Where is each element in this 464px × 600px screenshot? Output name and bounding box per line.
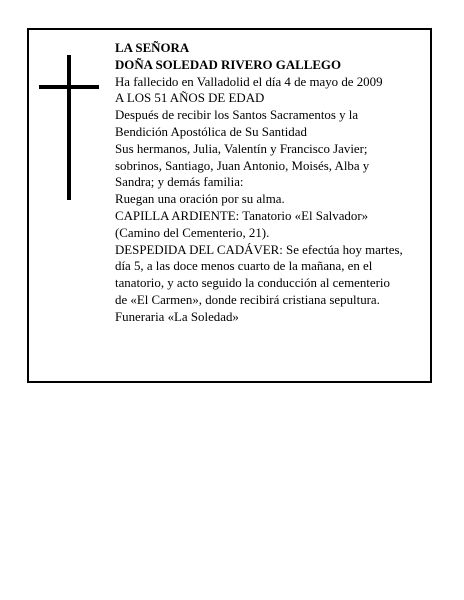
notice-line-family-2: sobrinos, Santiago, Juan Antonio, Moisés, Alba y <box>115 158 370 173</box>
cross-horizontal-bar <box>39 85 99 89</box>
notice-line-family-3: Sandra; y demás familia: <box>115 175 244 190</box>
notice-line-death-date: Ha fallecido en Valladolid el día 4 de mayo de 2009 <box>115 74 383 89</box>
obituary-notice <box>27 28 432 383</box>
cross-vertical-bar <box>67 55 71 200</box>
notice-line-sacraments-2: Bendición Apostólica de Su Santidad <box>115 124 307 139</box>
notice-line-family-1: Sus hermanos, Julia, Valentín y Francisco Javier; <box>115 141 368 156</box>
notice-line-age: A LOS 51 AÑOS DE EDAD <box>115 91 265 106</box>
cross-icon <box>39 55 99 200</box>
notice-line-farewell-4: de «El Carmen», donde recibirá cristiana sepultura. <box>115 292 380 307</box>
notice-line-prayer: Ruegan una oración por su alma. <box>115 192 285 207</box>
notice-line-farewell-2: día 5, a las doce menos cuarto de la mañana, en el <box>115 259 373 274</box>
notice-line-sacraments-1: Después de recibir los Santos Sacramentos y la <box>115 108 359 123</box>
notice-line-name: DOÑA SOLEDAD RIVERO GALLEGO <box>115 57 341 72</box>
notice-text <box>115 40 427 326</box>
notice-line-title: LA SEÑORA <box>115 41 190 55</box>
notice-line-farewell-3: tanatorio, y acto seguido la conducción al cementerio <box>115 276 390 291</box>
notice-line-chapel-2: (Camino del Cementerio, 21). <box>115 225 270 240</box>
notice-line-chapel-1: CAPILLA ARDIENTE: Tanatorio «El Salvador» <box>115 208 369 223</box>
notice-line-funeral-home: Funeraria «La Soledad» <box>115 309 239 324</box>
notice-line-farewell-1: DESPEDIDA DEL CADÁVER: Se efectúa hoy martes, <box>115 242 403 257</box>
